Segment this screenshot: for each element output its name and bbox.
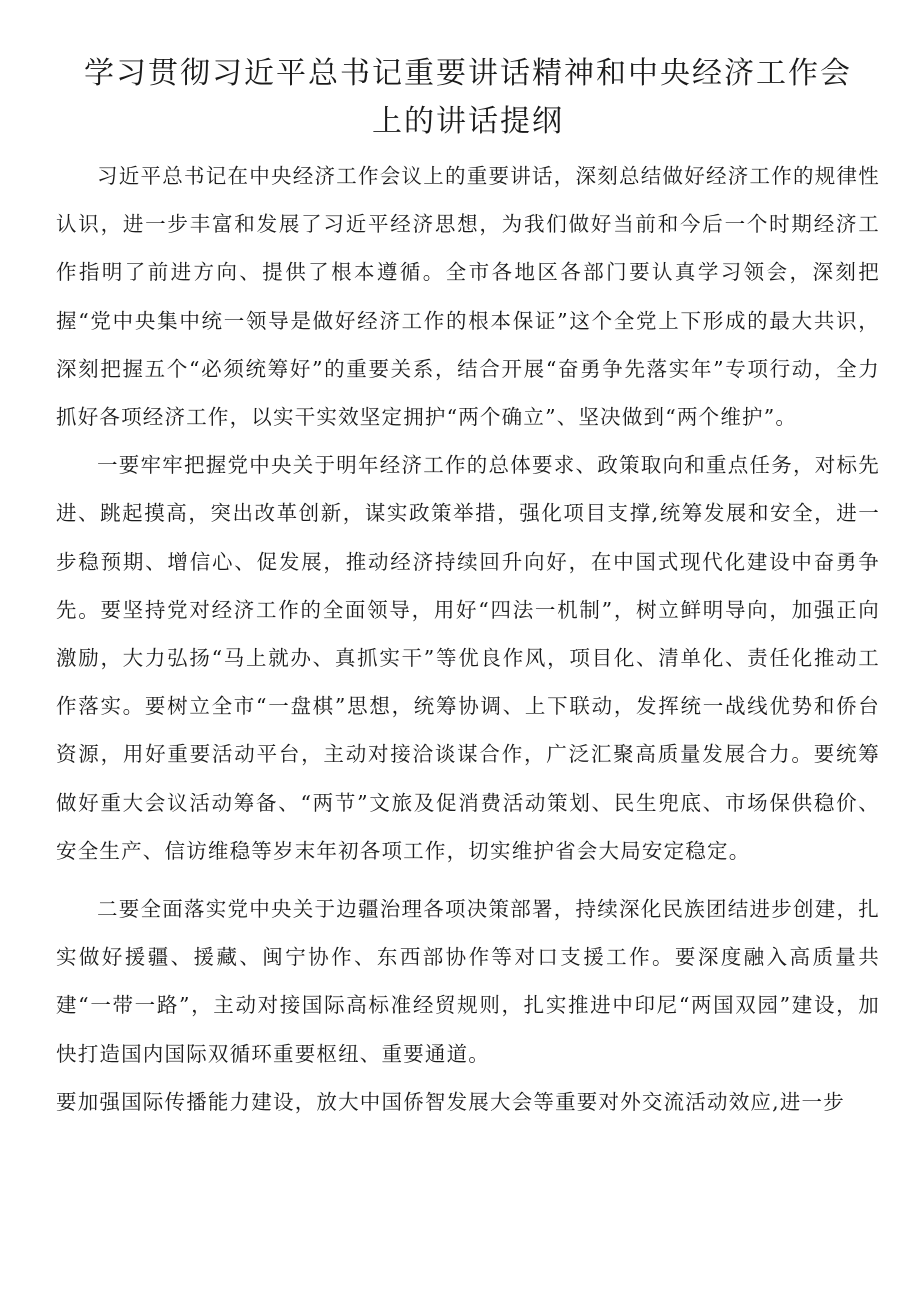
document-title: 学习贯彻习近平总书记重要讲话精神和中央经济工作会上的讲话提纲 [84, 56, 852, 139]
paragraph-intro: 习近平总书记在中央经济工作会议上的重要讲话，深刻总结做好经济工作的规律性认识，进一步丰富和发展了习近平经济思想，为我们做好当前和今后一个时期经济工作指明了前进方向、提供了根本遵循。全市各地区各部门要认真学习领会，深刻把握“党中央集中统一领导是做好经济工作的根本保证”这个全党上下形成的最大共识，深刻把握五个“必须统筹好”的重要关系，结合开展“奋勇争先落实年”专项行动，全力抓好各项经济工作，以实干实效坚定拥护“两个确立”、坚决做到“两个维护”。 [56, 164, 880, 430]
paragraph-point-two: 二要全面落实党中央关于边疆治理各项决策部署，持续深化民族团结进步创建，扎实做好援疆、援藏、闽宁协作、东西部协作等对口支援工作。要深度融入高质量共建“一带一路”，主动对接国际高标准经贸规则，扎实推进中印尼“两国双园”建设，加快打造国内国际双循环重要枢纽、重要通道。 [56, 897, 880, 1066]
paragraph-point-one: 一要牢牢把握党中央关于明年经济工作的总体要求、政策取向和重点任务，对标先进、跳起摸高，突出改革创新，谋实政策举措，强化项目支撑,统筹发展和安全，进一步稳预期、增信心、促发展，推动经济持续回升向好，在中国式现代化建设中奋勇争先。要坚持党对经济工作的全面领导，用好“四法一机制”，树立鲜明导向，加强正向激励，大力弘扬“马上就办、真抓实干”等优良作风，项目化、清单化、责任化推动工作落实。要树立全市“一盘棋”思想，统筹协调、上下联动，发挥统一战线优势和侨台资源，用好重要活动平台，主动对接洽谈谋合作，广泛汇聚高质量发展合力。要统筹做好重大会议活动筹备、“两节”文旅及促消费活动策划、民生兜底、市场保供稳价、安全生产、信访维稳等岁末年初各项工作，切实维护省会大局安定稳定。 [56, 453, 880, 863]
paragraph-continuation: 要加强国际传播能力建设，放大中国侨智发展大会等重要对外交流活动效应,进一步 [56, 1089, 845, 1114]
document-body [56, 152, 880, 1126]
